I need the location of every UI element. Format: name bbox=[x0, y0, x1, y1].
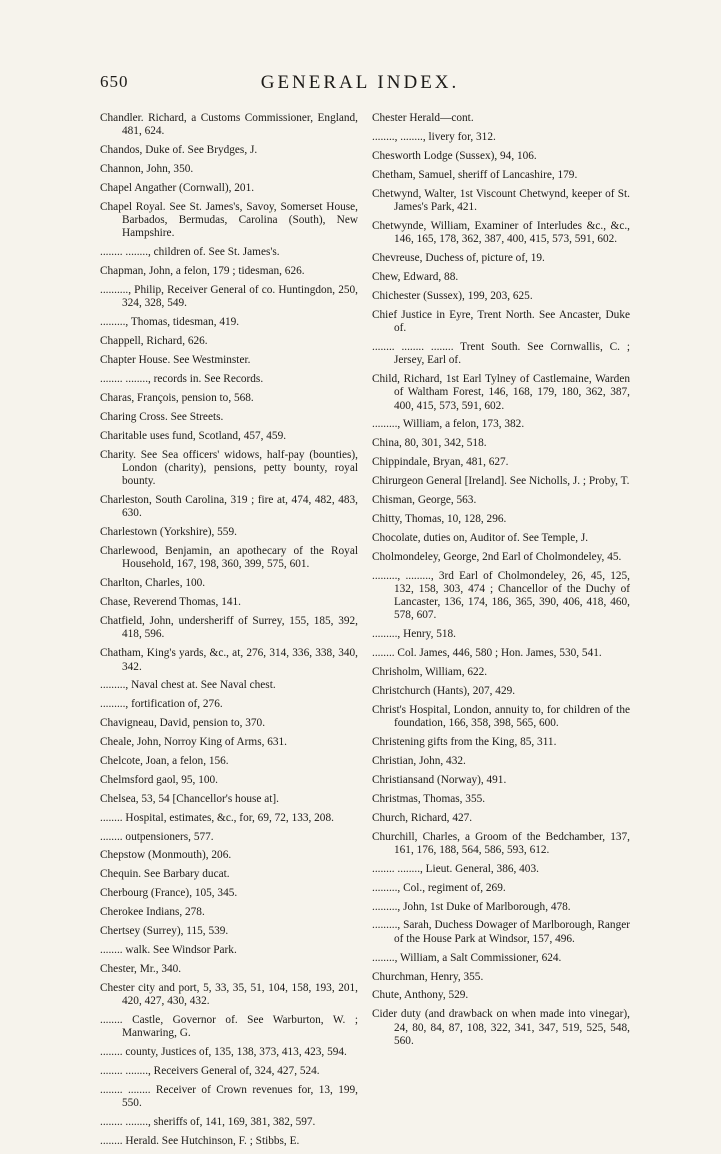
page-number: 650 bbox=[100, 72, 129, 91]
index-entry: Chelsea, 53, 54 [Chancellor's house at]. bbox=[100, 792, 279, 805]
index-entry: ........ county, Justices of, 135, 138, 373, 413, 423, 594. bbox=[100, 1046, 347, 1059]
index-entry: Chocolate, duties on, Auditor of. See Temple, J. bbox=[372, 531, 589, 544]
index-entry: Chapel Angather (Cornwall), 201. bbox=[100, 181, 255, 194]
index-entry: Christiansand (Norway), 491. bbox=[372, 773, 507, 786]
index-entry: Chew, Edward, 88. bbox=[372, 270, 459, 283]
index-entry: Charlewood, Benjamin, an apothecary of the Royal Household, 167, 198, 360, 399, 575, 601. bbox=[100, 545, 358, 571]
index-entry: ........., John, 1st Duke of Marlborough, 478. bbox=[372, 900, 571, 913]
index-entry: Chertsey (Surrey), 115, 539. bbox=[100, 925, 229, 938]
index-entry: Chrisholm, William, 622. bbox=[372, 666, 488, 679]
index-entry: ........ Herald. See Hutchinson, F. ; Stibbs, E. bbox=[100, 1134, 300, 1147]
index-entry: Cider duty (and drawback on when made into vinegar), 24, 80, 84, 87, 108, 322, 341, 347, 519, 525, 548, 560. bbox=[372, 1008, 630, 1047]
page-title: GENERAL INDEX. bbox=[260, 72, 460, 93]
index-entry: Chatfield, John, undersheriff of Surrey, 155, 185, 392, 418, 596. bbox=[100, 615, 358, 641]
index-entry: Chequin. See Barbary ducat. bbox=[100, 868, 230, 881]
index-entry: ........ Hospital, estimates, &c., for, 69, 72, 133, 208. bbox=[100, 811, 334, 824]
index-entry: Chester Herald—cont. bbox=[372, 112, 474, 124]
index-entry: ........., Col., regiment of, 269. bbox=[372, 881, 506, 894]
index-entry: ........., Naval chest at. See Naval chest. bbox=[100, 679, 276, 692]
index-entry: Child, Richard, 1st Earl Tylney of Castlemaine, Warden of Waltham Forest, 146, 168, 179, 180, 362, 387, 400, 415, 573, 591, 602. bbox=[372, 372, 630, 412]
index-entry: ........, ........, livery for, 312. bbox=[372, 130, 496, 143]
index-entry: ........., William, a felon, 173, 382. bbox=[372, 418, 525, 431]
index-entry: ........ walk. See Windsor Park. bbox=[100, 943, 237, 956]
index-entry: Chappell, Richard, 626. bbox=[100, 335, 208, 348]
index-entry: ........., Thomas, tidesman, 419. bbox=[100, 316, 240, 329]
index-entry: .........., Philip, Receiver General of co. Huntingdon, 250, 324, 328, 549. bbox=[100, 284, 358, 310]
index-entry: Chase, Reverend Thomas, 141. bbox=[100, 596, 241, 609]
index-entry: Chichester (Sussex), 199, 203, 625. bbox=[372, 289, 533, 302]
index-entry: Chetham, Samuel, sheriff of Lancashire, 179. bbox=[372, 168, 578, 181]
index-entry: Chetwynd, Walter, 1st Viscount Chetwynd, keeper of St. James's Park, 421. bbox=[372, 187, 630, 213]
index-entry: Chelcote, Joan, a felon, 156. bbox=[100, 755, 229, 768]
index-entry: ........ ........, children of. See St. James's. bbox=[100, 246, 280, 259]
page-header bbox=[100, 72, 620, 98]
index-entry: ........ Castle, Governor of. See Warburton, W. ; Manwaring, G. bbox=[100, 1013, 358, 1040]
index-entry: Cherokee Indians, 278. bbox=[100, 906, 205, 919]
index-entry: ........., fortification of, 276. bbox=[100, 698, 223, 711]
index-entry: Chisman, George, 563. bbox=[372, 494, 477, 507]
index-entry: Christchurch (Hants), 207, 429. bbox=[372, 685, 516, 698]
index-column-left bbox=[100, 112, 358, 1154]
index-entry: Church, Richard, 427. bbox=[372, 811, 473, 824]
index-entry: Chute, Anthony, 529. bbox=[372, 989, 469, 1002]
index-entry: Chester, Mr., 340. bbox=[100, 962, 182, 975]
index-entry: Chandler. Richard, a Customs Commissioner, England, 481, 624. bbox=[100, 112, 358, 138]
index-entry: Chelmsford gaol, 95, 100. bbox=[100, 773, 218, 786]
index-entry: Christian, John, 432. bbox=[372, 755, 466, 768]
index-entry: Charing Cross. See Streets. bbox=[100, 410, 224, 423]
index-entry: China, 80, 301, 342, 518. bbox=[372, 437, 487, 450]
index-column-right bbox=[372, 112, 630, 1054]
index-entry: Cheale, John, Norroy King of Arms, 631. bbox=[100, 736, 288, 749]
index-entry: ........, William, a Salt Commissioner, 624. bbox=[372, 951, 562, 964]
index-entry: Charlton, Charles, 100. bbox=[100, 577, 206, 590]
index-entry: ........., Henry, 518. bbox=[372, 628, 456, 641]
index-entry: Chapter House. See Westminster. bbox=[100, 354, 251, 367]
index-entry: Christmas, Thomas, 355. bbox=[372, 792, 486, 805]
index-entry: Charitable uses fund, Scotland, 457, 459. bbox=[100, 429, 287, 442]
index-entry: ........ ........, Lieut. General, 386, 403. bbox=[372, 862, 539, 875]
index-entry: Channon, John, 350. bbox=[100, 163, 194, 176]
index-entry: ........ ........, records in. See Records. bbox=[100, 372, 264, 385]
index-entry: Charity. See Sea officers' widows, half-pay (bounties), London (charity), pensions, petty bounty, royal bounty. bbox=[100, 448, 358, 488]
index-entry: ........., Sarah, Duchess Dowager of Marlborough, Ranger of the House Park at Windsor, 157, 496. bbox=[372, 919, 630, 945]
index-entry: Charas, François, pension to, 568. bbox=[100, 391, 254, 404]
index-entry: Chatham, King's yards, &c., at, 276, 314, 336, 338, 340, 342. bbox=[100, 647, 358, 673]
index-entry: Chepstow (Monmouth), 206. bbox=[100, 849, 232, 862]
index-entry: Chetwynde, William, Examiner of Interludes &c., &c., 146, 165, 178, 362, 387, 400, 415, 573, 591, 602. bbox=[372, 219, 630, 246]
index-entry: Chevreuse, Duchess of, picture of, 19. bbox=[372, 251, 545, 264]
index-entry: Chandos, Duke of. See Brydges, J. bbox=[100, 144, 258, 157]
index-entry: Churchman, Henry, 355. bbox=[372, 970, 484, 983]
index-entry: ........ Col. James, 446, 580 ; Hon. James, 530, 541. bbox=[372, 647, 602, 660]
index-entry: ........., ........., 3rd Earl of Cholmondeley, 26, 45, 125, 132, 158, 303, 474 ; Chancellor of the Duchy of Lancaster, 136, 174, 186, 365, 390, 406, 418, 460, 578, 607. bbox=[372, 569, 630, 622]
index-entry: Cholmondeley, George, 2nd Earl of Cholmondeley, 45. bbox=[372, 550, 622, 563]
index-entry: Chester city and port, 5, 33, 35, 51, 104, 158, 193, 201, 420, 427, 430, 432. bbox=[100, 981, 358, 1007]
index-entry: Churchill, Charles, a Groom of the Bedchamber, 137, 161, 176, 188, 564, 586, 593, 612. bbox=[372, 830, 630, 856]
index-entry: ........ outpensioners, 577. bbox=[100, 830, 214, 843]
index-entry: Chippindale, Bryan, 481, 627. bbox=[372, 456, 509, 469]
index-entry: Cherbourg (France), 105, 345. bbox=[100, 887, 238, 900]
index-entry: Charleston, South Carolina, 319 ; fire at, 474, 482, 483, 630. bbox=[100, 494, 358, 520]
index-entry: ........ ........, Receivers General of, 324, 427, 524. bbox=[100, 1064, 320, 1077]
index-entry: Chesworth Lodge (Sussex), 94, 106. bbox=[372, 149, 537, 162]
index-entry: Christ's Hospital, London, annuity to, for children of the foundation, 166, 358, 398, 565, 600. bbox=[372, 703, 630, 730]
index-entry: Chief Justice in Eyre, Trent North. See Ancaster, Duke of. bbox=[372, 308, 630, 334]
index-entry: Chitty, Thomas, 10, 128, 296. bbox=[372, 512, 507, 525]
index-entry: Chapel Royal. See St. James's, Savoy, Somerset House, Barbados, Bermudas, Carolina (South), New Hampshire. bbox=[100, 200, 358, 240]
index-entry: ........ ........ ........ Trent South. See Cornwallis, C. ; Jersey, Earl of. bbox=[372, 340, 630, 367]
index-entry: Chapman, John, a felon, 179 ; tidesman, 626. bbox=[100, 265, 305, 278]
index-entry: Christening gifts from the King, 85, 311. bbox=[372, 736, 557, 749]
index-entry: ........ ........ Receiver of Crown revenues for, 13, 199, 550. bbox=[100, 1083, 358, 1110]
index-entry: ........ ........, sheriffs of, 141, 169, 381, 382, 597. bbox=[100, 1116, 316, 1129]
index-entry: Chavigneau, David, pension to, 370. bbox=[100, 717, 266, 730]
index-entry: Charlestown (Yorkshire), 559. bbox=[100, 526, 237, 539]
index-entry: Chirurgeon General [Ireland]. See Nicholls, J. ; Proby, T. bbox=[372, 475, 630, 488]
